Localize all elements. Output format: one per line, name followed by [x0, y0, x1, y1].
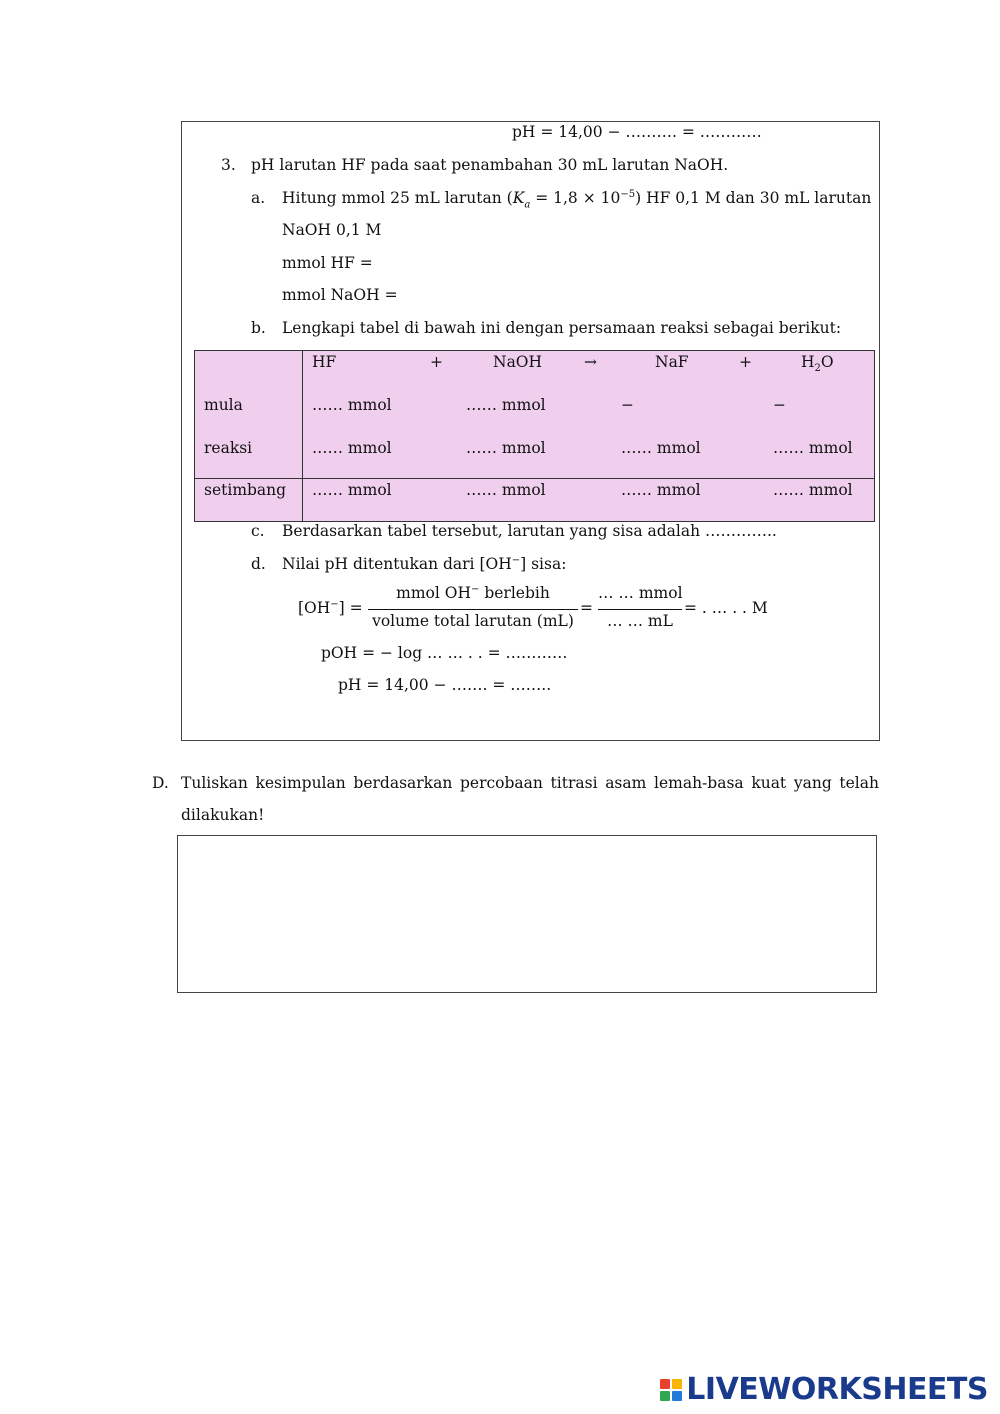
- cell-mula-naoh: …… mmol: [466, 396, 546, 414]
- question-3c-letter: c.: [251, 522, 265, 540]
- oh-fraction-1-denominator: volume total larutan (mL): [372, 612, 574, 630]
- header-plus-2: +: [739, 353, 752, 371]
- header-plus-1: +: [430, 353, 443, 371]
- oh-fraction-2-numerator: … … mmol: [598, 584, 683, 602]
- fraction-bar-1: [368, 609, 578, 610]
- question-3d-text: Nilai pH ditentukan dari [OH−] sisa:: [282, 555, 567, 574]
- section-d-letter: D.: [152, 774, 169, 792]
- question-3-text: pH larutan HF pada saat penambahan 30 mL larutan NaOH.: [251, 156, 729, 174]
- fraction-bar-2: [598, 609, 682, 610]
- logo-square-icon: [660, 1379, 670, 1389]
- cell-mula-hf: …… mmol: [312, 396, 392, 414]
- brand-name: LIVEWORKSHEETS: [686, 1372, 988, 1407]
- liveworksheets-logo: [660, 1372, 988, 1407]
- table-divider-vertical: [302, 351, 303, 521]
- row-label-mula: mula: [204, 396, 243, 414]
- header-hf: HF: [312, 353, 337, 371]
- section-d-line2: dilakukan!: [181, 806, 265, 824]
- poh-formula: pOH = − log … … . . = …………: [321, 644, 568, 662]
- oh-fraction-2-denominator: … … mL: [607, 612, 673, 630]
- oh-fraction-2: [598, 584, 682, 634]
- header-naf: NaF: [655, 353, 689, 371]
- question-3d-letter: d.: [251, 555, 266, 573]
- logo-square-icon: [672, 1379, 682, 1389]
- question-3a-letter: a.: [251, 189, 266, 207]
- question-3b-text: Lengkapi tabel di bawah ini dengan persamaan reaksi sebagai berikut:: [282, 319, 842, 337]
- cell-reaksi-naoh: …… mmol: [466, 439, 546, 457]
- ph-formula-top: pH = 14,00 − ………. = …………: [512, 123, 762, 141]
- logo-icon: [660, 1379, 682, 1401]
- header-naoh: NaOH: [493, 353, 543, 371]
- reaction-table: [194, 350, 875, 522]
- cell-reaksi-hf: …… mmol: [312, 439, 392, 457]
- cell-mula-naf: −: [621, 396, 634, 414]
- question-3-number: 3.: [221, 156, 236, 174]
- row-label-setimbang: setimbang: [204, 481, 287, 499]
- oh-formula-lhs: [OH−] =: [298, 599, 363, 618]
- header-arrow: →: [584, 353, 597, 371]
- oh-formula-result: = . … . . M: [684, 599, 768, 617]
- row-label-reaksi: reaksi: [204, 439, 253, 457]
- header-h2o: $H_2O$: [801, 353, 834, 375]
- cell-setimbang-h2o: …… mmol: [773, 481, 853, 499]
- logo-square-icon: [660, 1391, 670, 1401]
- logo-square-icon: [672, 1391, 682, 1401]
- ph-formula-bottom: pH = 14,00 − ……. = ……..: [338, 676, 552, 694]
- cell-reaksi-naf: …… mmol: [621, 439, 701, 457]
- cell-setimbang-hf: …… mmol: [312, 481, 392, 499]
- question-3a-line2: NaOH 0,1 M: [282, 221, 382, 239]
- conclusion-answer-box[interactable]: [177, 835, 877, 993]
- question-3b-letter: b.: [251, 319, 266, 337]
- table-divider-horizontal: [195, 478, 874, 479]
- section-d-line1: Tuliskan kesimpulan berdasarkan percobaan titrasi asam lemah-basa kuat yang telah: [181, 774, 879, 792]
- cell-reaksi-h2o: …… mmol: [773, 439, 853, 457]
- cell-setimbang-naoh: …… mmol: [466, 481, 546, 499]
- question-3c-text: Berdasarkan tabel tersebut, larutan yang sisa adalah …………..: [282, 522, 777, 540]
- mmol-naoh-label: mmol NaOH =: [282, 286, 398, 304]
- question-3a-line1: Hitung mmol 25 mL larutan $(K_a = 1,8 \times 10^{-5})$ HF 0,1 M dan 30 mL larutan: [282, 189, 872, 211]
- oh-fraction-1-numerator: mmol OH− berlebih: [396, 584, 550, 603]
- oh-formula-equals-2: =: [580, 599, 593, 617]
- cell-mula-h2o: −: [773, 396, 786, 414]
- oh-fraction-1: [368, 584, 578, 634]
- mmol-hf-label: mmol HF =: [282, 254, 373, 272]
- cell-setimbang-naf: …… mmol: [621, 481, 701, 499]
